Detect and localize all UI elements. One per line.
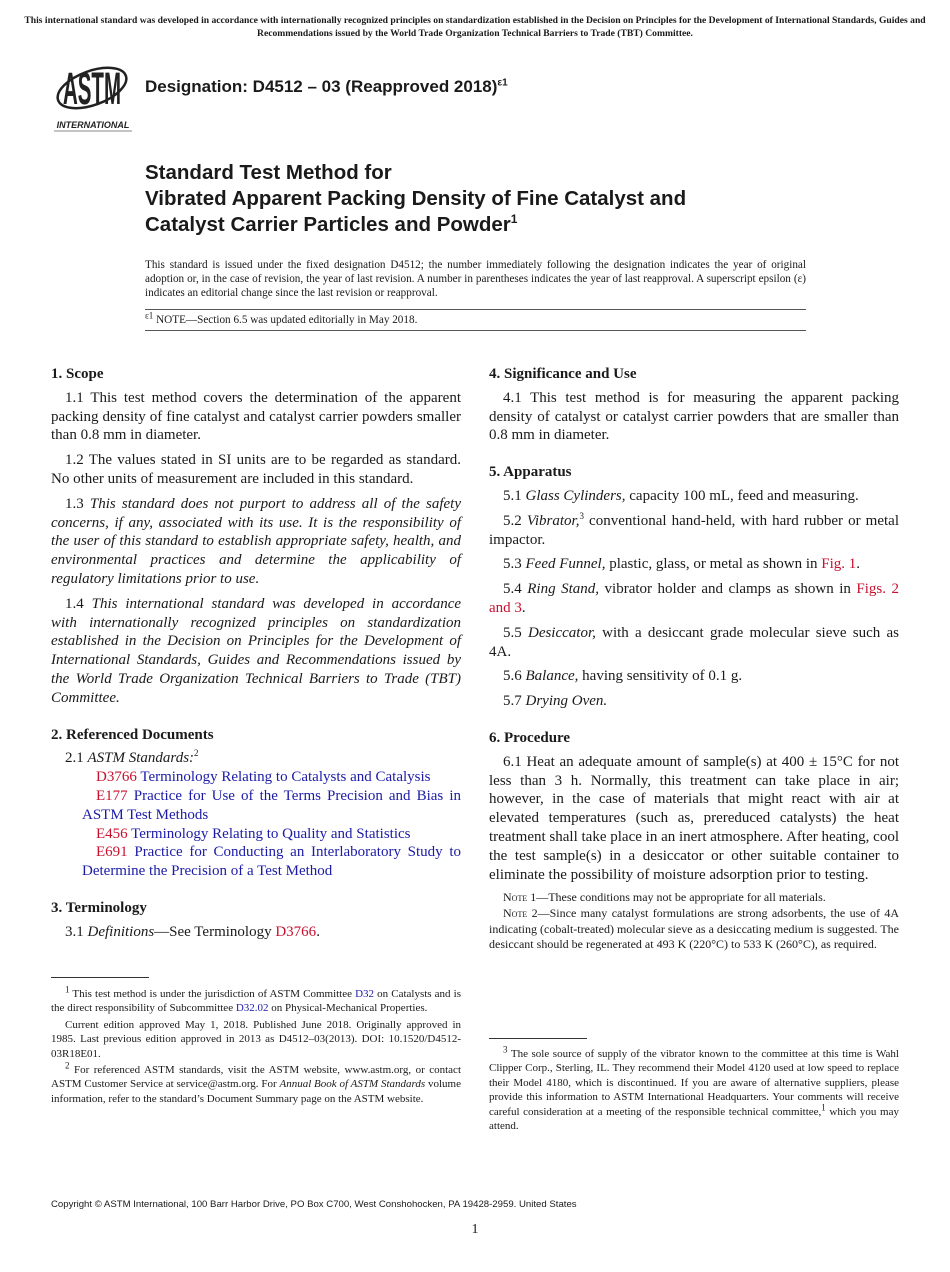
d32-link[interactable]: D32 [355, 988, 375, 1000]
reference-code-link[interactable]: E456 [96, 825, 128, 842]
footnotes-right [489, 1044, 899, 1135]
section-heading-referenced-documents: 2. Referenced Documents [51, 726, 214, 743]
section-heading-scope: 1. Scope [51, 366, 104, 382]
designation [145, 77, 508, 97]
figs-2-3-link[interactable]: Figs. 2 and 3 [489, 581, 900, 616]
fn-text: on Physical-Mechanical Properties. [268, 1002, 428, 1015]
apparatus-item [489, 555, 899, 574]
svg-text:ASTM: ASTM [63, 63, 121, 115]
term: Ring Stand, [527, 581, 600, 598]
d3766-link[interactable]: D3766 [275, 923, 317, 940]
footnote-ref: 2 [194, 748, 199, 759]
para-text: —See Terminology [154, 923, 276, 940]
section-heading-terminology: 3. Terminology [51, 899, 147, 916]
para-num: 2.1 [65, 750, 88, 767]
right-column [489, 365, 899, 953]
section-heading-procedure: 6. Procedure [489, 729, 571, 746]
copyright: Copyright © ASTM International, 100 Barr Harbor Drive, PO Box C700, West Conshohocken, PA 19428-2959. United States [51, 1199, 577, 1210]
paragraph-1-2: 1.2 The values stated in SI units are to be regarded as standard. No other units of measurement are included in this standard. [51, 452, 461, 487]
apparatus-item [489, 692, 899, 711]
para-num: 1.4 [65, 595, 92, 612]
para-text: vibrator holder and clamps as shown in [599, 581, 857, 598]
left-column [51, 365, 461, 948]
para-num: 1.3 [65, 495, 90, 512]
para-num: 5.7 [503, 693, 526, 710]
footnote-number: 2 [65, 1060, 70, 1071]
reference-item[interactable] [51, 843, 461, 881]
divider [145, 330, 806, 331]
reference-title-link[interactable]: Terminology Relating to Catalysts and Catalysis [136, 769, 431, 786]
reference-code-link[interactable]: E177 [96, 787, 128, 804]
edition-info: Current edition approved May 1, 2018. Published June 2018. Originally approved in 1985. Last previous edition approved in 2013 as D4512–03(2013). DOI: 10.1520/D4512-03R18E01. [51, 1018, 461, 1060]
footnote-ref: 3 [579, 510, 584, 521]
wto-notice: This international standard was developed in accordance with internationally recognized principles on standardization established in the Decision on Principles for the Development of International Standards, Guides and Recommendations issued by the World Trade Organization Technical Barriers to Trade (TBT) Committee. [24, 15, 926, 39]
intro-paragraph: This standard is issued under the fixed designation D4512; the number immediately following the designation indicates the year of original adoption or, in the case of revision, the year of last revision. A number in parentheses indicates the year of last reapproval. A superscript epsilon (ε) indicates an editorial change since the last revision or reapproval. [145, 259, 806, 300]
footnote-divider [51, 977, 149, 978]
para-text: plastic, glass, or metal as shown in [605, 556, 822, 573]
paragraph-1-4 [51, 595, 461, 708]
apparatus-item [489, 580, 899, 618]
apparatus-item [489, 624, 899, 662]
term: Desiccator, [527, 624, 596, 641]
paragraph-1-1: 1.1 This test method covers the determination of the apparent packing density of fine catalyst and catalyst carrier powders smaller than 0.8 mm in diameter. [51, 389, 461, 444]
note-2 [489, 906, 899, 953]
note-label: Note 1 [503, 890, 537, 905]
footnote-number: 1 [65, 984, 70, 995]
footnote-1 [51, 984, 461, 1016]
para-num: 5.6 [503, 668, 526, 685]
fig-1-link[interactable]: Fig. 1 [821, 556, 857, 573]
footnote-3 [489, 1044, 899, 1133]
footnote-2 [51, 1060, 461, 1106]
fn-text: This test method is under the jurisdiction of ASTM Committee [69, 988, 356, 1000]
reference-title-link[interactable]: Practice for Conducting an Interlaboratory Study to Determine the Precision of a Test Method [82, 844, 461, 880]
footnote-divider [489, 1038, 587, 1039]
para-text: capacity 100 mL, feed and measuring. [625, 487, 859, 504]
epsilon-superscript: ε1 [497, 77, 508, 89]
title-line: Vibrated Apparent Packing Density of Fine Catalyst and [145, 187, 687, 210]
svg-text:INTERNATIONAL: INTERNATIONAL [56, 120, 130, 130]
fn-italic: Annual Book of ASTM Standards [279, 1078, 426, 1091]
paragraph-3-1 [51, 923, 461, 942]
fn-text: For referenced ASTM standards, visit the ASTM website, www.astm.org, or contact ASTM Customer Service at service@astm.org. For [51, 1064, 461, 1091]
term: Feed Funnel, [525, 556, 606, 573]
section-heading-apparatus: 5. Apparatus [489, 464, 572, 481]
title-line [145, 212, 686, 238]
page-number: 1 [471, 1222, 479, 1237]
epsilon-superscript: ε1 [145, 310, 154, 321]
term: Glass Cylinders, [525, 487, 626, 504]
reference-title-link[interactable]: Terminology Relating to Quality and Statistics [127, 825, 411, 842]
paragraph-6-1: 6.1 Heat an adequate amount of sample(s) at 400 ± 15°C for not less than 3 h. Normally, this treatment can take place in air; however, in the case of materials that might react with air at elevated temperatures (such as, prereduced catalysts) the heat treatment shall take place in an inert atmosphere. After heating, cool the test sample(s) in a desiccator or other suitable container to eliminate the possibility of moisture adsorption prior to testing. [489, 753, 899, 883]
divider [145, 309, 806, 310]
designation-text: Designation: D4512 – 03 (Reapproved 2018) [145, 77, 498, 96]
title-line: Standard Test Method for [145, 161, 392, 184]
astm-logo [52, 56, 134, 132]
paragraph-2-1 [51, 749, 461, 768]
term: Definitions [87, 923, 155, 940]
note-label: Note 2 [503, 905, 538, 920]
reference-list [51, 768, 461, 881]
title-text: Catalyst Carrier Particles and Powder [145, 213, 511, 236]
para-text: This standard does not purport to address all of the safety concerns, if any, associated with its use. It is the responsibility of the user of this standard to establish appropriate safety, health, and environmental practices and determine the applicability of regulatory limitations prior to use. [51, 495, 462, 587]
term: Drying Oven. [525, 693, 608, 710]
paragraph-4-1: 4.1 This test method is for measuring the apparent packing density of catalyst or catalyst carrier powders that are smaller than 0.8 mm in diameter. [489, 389, 899, 444]
para-text: conventional hand-held, with hard rubber or metal impactor. [489, 512, 899, 548]
apparatus-item [489, 512, 899, 550]
reference-item[interactable] [51, 768, 461, 787]
para-num: 3.1 [65, 923, 88, 940]
reference-code-link[interactable]: D3766 [96, 769, 137, 786]
reference-code-link[interactable]: E691 [96, 844, 128, 861]
para-text: ASTM Standards: [87, 750, 195, 767]
para-text: with a desiccant grade molecular sieve such as 4A. [489, 624, 899, 660]
term: Balance, [525, 668, 579, 685]
footnote-ref: 1 [510, 212, 518, 227]
fn-text: on Catalysts and is the direct responsibility of Subcommittee [51, 988, 461, 1015]
para-num: 5.5 [503, 624, 528, 641]
paragraph-1-3 [51, 495, 461, 589]
footnote-ref: 1 [821, 1101, 826, 1112]
para-num: 5.2 [503, 512, 527, 529]
para-text: having sensitivity of 0.1 g. [578, 668, 743, 685]
reference-title-link[interactable]: Practice for Use of the Terms Precision and Bias in ASTM Test Methods [82, 787, 461, 823]
para-num: 5.3 [503, 556, 526, 573]
document-title [145, 160, 686, 238]
apparatus-item [489, 487, 899, 506]
punctuation: . [856, 556, 861, 573]
term: Vibrator, [526, 512, 580, 529]
d32-02-link[interactable]: D32.02 [235, 1002, 269, 1015]
note-text: —These conditions may not be appropriate for all materials. [536, 890, 826, 905]
punctuation: . [521, 599, 526, 616]
editorial-note [145, 310, 418, 326]
note-1 [489, 890, 899, 906]
punctuation: . [316, 923, 320, 940]
fn-text: which you may attend. [489, 1105, 899, 1133]
editorial-note-text: NOTE—Section 6.5 was updated editorially in May 2018. [153, 314, 418, 326]
reference-item[interactable] [51, 825, 461, 844]
reference-item[interactable] [51, 787, 461, 825]
para-text: This international standard was developed in accordance with internationally recognized principles on standardization established in the Decision on Principles for the Development of International Standards, Guides and Recommendations issued by the World Trade Organization Technical Barriers to Trade (TBT) Committee. [51, 595, 462, 706]
fn-text: The sole source of supply of the vibrator known to the committee at this time is Wahl Clipper Corp., Sterling, IL. They recommend their Model 4120 used at low speed to replace their Model 4180, which is discontinued. If you are aware of alternative suppliers, please provide this information to ASTM International Headquarters. Your comments will receive careful consideration at a meeting of the responsible technical committee, [489, 1048, 899, 1118]
note-text: —Since many catalyst formulations are strong adsorbents, the use of 4A indicating (cobalt-treated) molecular sieve as a desiccating medium is suggested. The desiccant should be regenerated at 493 K (220°C) to 533 K (260°C), as required. [489, 905, 900, 952]
footnote-number: 3 [503, 1044, 508, 1055]
fn-text: volume information, refer to the standard’s Document Summary page on the ASTM website. [51, 1078, 461, 1105]
section-heading-significance: 4. Significance and Use [489, 366, 637, 382]
para-num: 5.1 [503, 487, 526, 504]
footnotes-left [51, 984, 461, 1108]
para-num: 5.4 [503, 581, 528, 598]
apparatus-item [489, 667, 899, 686]
